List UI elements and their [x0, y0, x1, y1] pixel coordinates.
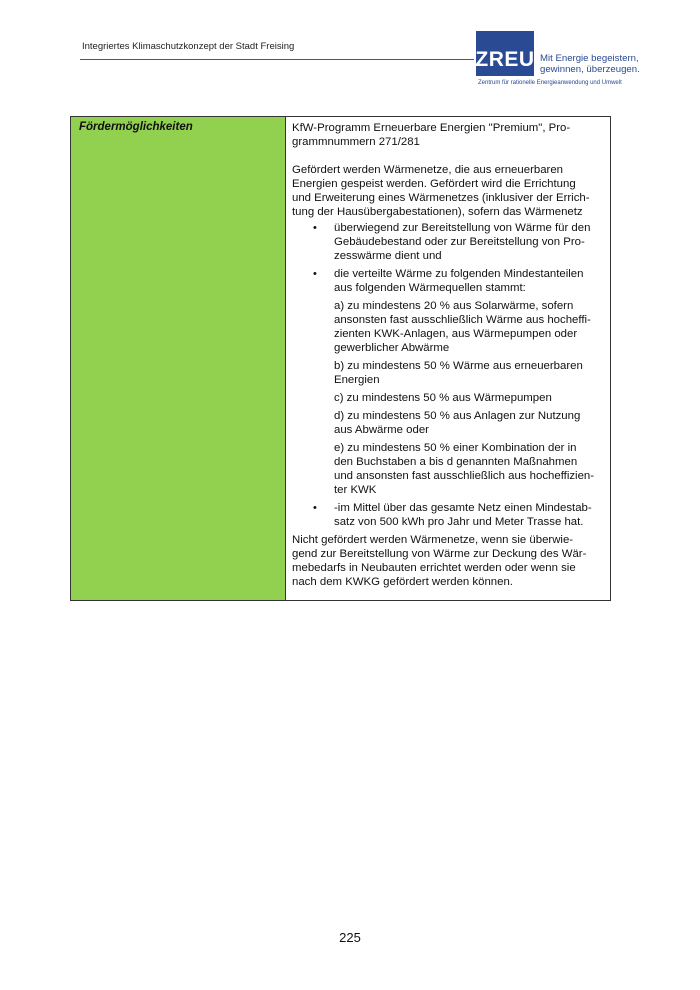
zreu-logo — [475, 31, 640, 91]
sub-item-e — [334, 441, 602, 497]
text-line: grammnummern 271/281 — [292, 136, 420, 148]
sub-item-b — [334, 359, 602, 387]
text-line: zienten KWK-Anlagen, aus Wärmepumpen oder — [334, 328, 578, 340]
text-line: e) zu mindestens 50 % einer Kombination der in — [334, 442, 577, 454]
bullet-icon: • — [313, 222, 317, 234]
list-item — [292, 501, 602, 529]
text-line: Gefördert werden Wärmenetze, die aus erneuerbaren — [292, 164, 563, 176]
text-line: die verteilte Wärme zu folgenden Mindestanteilen — [334, 268, 584, 280]
bullet-icon: • — [313, 502, 317, 514]
text-line: Energien gespeist werden. Gefördert wird die Errichtung — [292, 178, 576, 190]
list-item — [292, 221, 602, 263]
logo-slogan — [540, 53, 640, 75]
logo-slogan-line: gewinnen, überzeugen. — [540, 64, 640, 75]
text-line: aus Abwärme oder — [334, 424, 429, 436]
text-line: überwiegend zur Bereitstellung von Wärme für den — [334, 222, 591, 234]
intro-paragraph — [292, 163, 602, 219]
sub-item-d — [334, 409, 602, 437]
page-number: 225 — [339, 930, 361, 945]
bullet-icon: • — [313, 268, 317, 280]
text-line: Gebäudebestand oder zur Bereitstellung von Pro- — [334, 236, 585, 248]
text-line: ter KWK — [334, 484, 377, 496]
closing-paragraph — [292, 533, 602, 589]
text-line: und ansonsten fast ausschließlich aus hocheffizien- — [334, 470, 595, 482]
logo-slogan-line: Mit Energie begeistern, — [540, 53, 639, 64]
text-line: -im Mittel über das gesamte Netz einen Mindestab- — [334, 502, 592, 514]
text-line: nach dem KWKG gefördert werden können. — [292, 576, 513, 588]
text-line: b) zu mindestens 50 % Wärme aus erneuerbaren — [334, 360, 583, 372]
list-item — [292, 267, 602, 497]
header-divider — [80, 59, 474, 60]
text-line: gend zur Bereitstellung von Wärme zur Deckung des Wär- — [292, 548, 587, 560]
text-line: a) zu mindestens 20 % aus Solarwärme, sofern — [334, 300, 574, 312]
label-text: Fördermöglichkeiten — [79, 121, 193, 133]
text-line: tung der Hausübergabestationen), sofern das Wärmenetz — [292, 206, 583, 218]
text-line: mebedarfs in Neubauten errichtet werden oder wenn sie — [292, 562, 576, 574]
criteria-list — [292, 221, 602, 529]
document-header-title: Integriertes Klimaschutzkonzept der Stadt Freising — [82, 41, 295, 52]
text-line: c) zu mindestens 50 % aus Wärmepumpen — [334, 392, 552, 404]
text-line: KfW-Programm Erneuerbare Energien "Premium", Pro- — [292, 122, 571, 134]
label-cell — [71, 117, 286, 600]
text-line: gewerblicher Abwärme — [334, 342, 450, 354]
text-line: aus folgenden Wärmequellen stammt: — [334, 282, 526, 294]
sub-item-c — [334, 391, 602, 405]
sub-item-a — [334, 299, 602, 355]
text-line: d) zu mindestens 50 % aus Anlagen zur Nutzung — [334, 410, 581, 422]
text-line: zesswärme dient und — [334, 250, 442, 262]
program-title — [292, 121, 602, 149]
logo-mark: ZREU — [476, 31, 534, 76]
text-line: satz von 500 kWh pro Jahr und Meter Trasse hat. — [334, 516, 584, 528]
text-line: Nicht gefördert werden Wärmenetze, wenn sie überwie- — [292, 534, 574, 546]
text-line: ansonsten fast ausschließlich Wärme aus hocheffi- — [334, 314, 591, 326]
text-line: und Erweiterung eines Wärmenetzes (inklusiver der Errich- — [292, 192, 590, 204]
content-cell — [286, 117, 610, 600]
funding-table — [70, 116, 611, 601]
text-line: Energien — [334, 374, 380, 386]
text-line: den Buchstaben a bis d genannten Maßnahmen — [334, 456, 578, 468]
logo-subtitle: Zentrum für rationelle Energieanwendung und Umwelt — [478, 80, 622, 86]
